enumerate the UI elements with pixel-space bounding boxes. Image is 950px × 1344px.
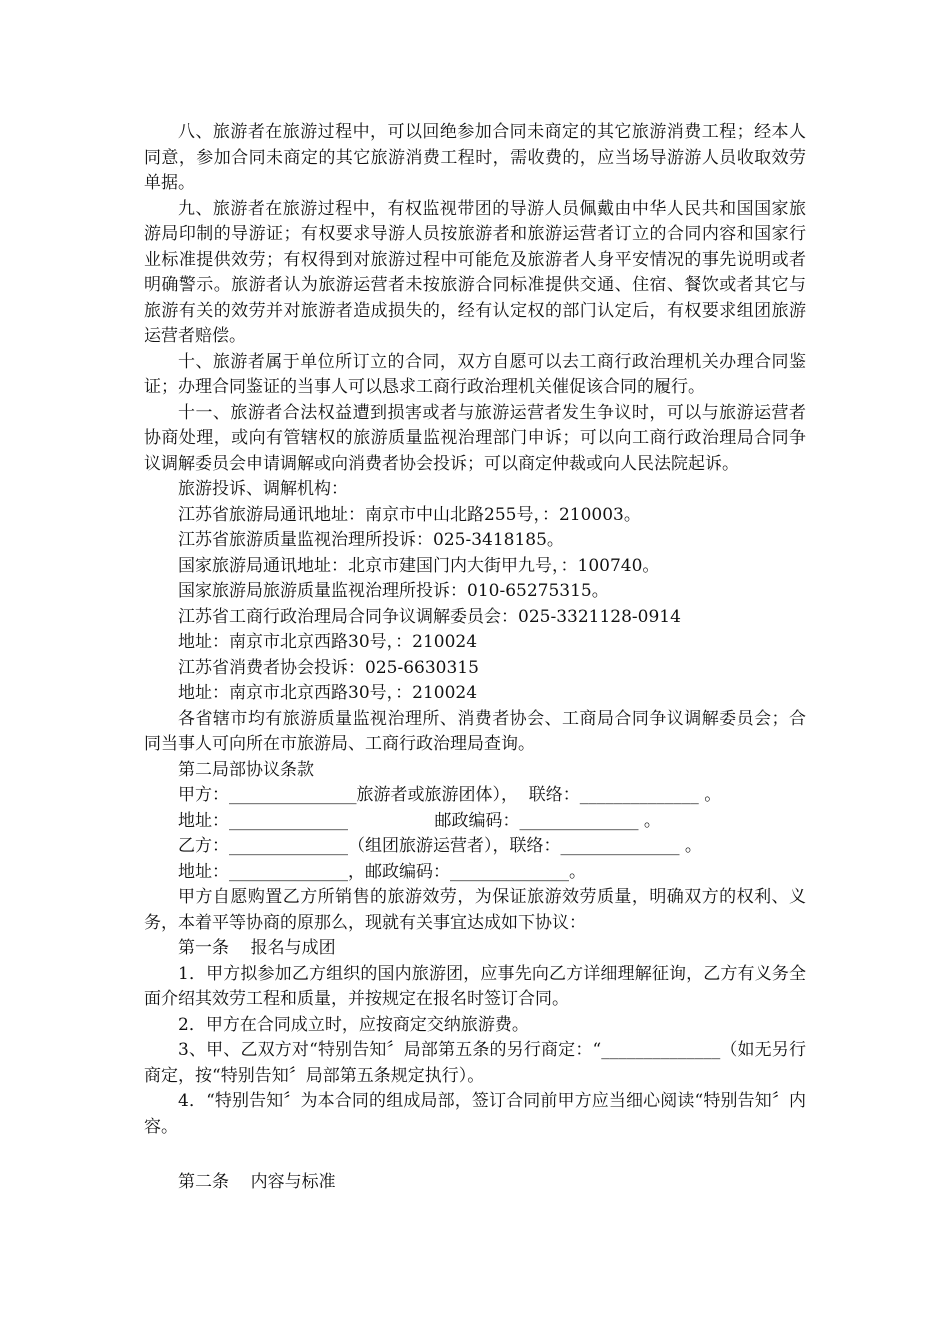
article-1-heading: 第一条 报名与成团 [178, 938, 336, 958]
jiangsu-consumer-association: 江苏省消费者协会投诉：025-6630315 [178, 657, 479, 678]
jiangsu-tourism-bureau-address: 江苏省旅游局通讯地址：南京市中山北路255号，：210003。 [178, 504, 641, 525]
article-1-item-1: 1．甲方拟参加乙方组织的国内旅游团，应事先向乙方详细理解征询，乙方有义务全面介绍其效劳工程和质量，并按规定在报名时签订合同。 [144, 963, 806, 1009]
clause-8: 八、旅游者在旅游过程中，可以回绝参加合同未商定的其它旅游消费工程；经本人同意，参加合同未商定的其它旅游消费工程时，需收费的，应当场导游游人员收取效劳单据。 [144, 122, 806, 193]
agreement-preamble: 甲方自愿购置乙方所销售的旅游效劳，为保证旅游效劳质量，明确双方的权利、义务，本着平等协商的原那么，现就有关事宜达成如下协议： [144, 887, 806, 933]
national-tourism-bureau-address: 国家旅游局通讯地址：北京市建国门内大街甲九号，：100740。 [178, 555, 660, 576]
clause-9: 九、旅游者在旅游过程中，有权监视带团的导游人员佩戴由中华人民共和国国家旅游局印制的导游证；有权要求导游人员按旅游者和旅游运营者订立的合同内容和国家行业标准提供效劳；有权得到对旅游过程中可能危及旅游者人身平安情况的事先说明或者明确警示。旅游者认为旅游运营者未按旅游合同标准提供交通、住宿、餐饮或者其它与旅游有关的效劳并对旅游者造成损失的，经有认定权的部门认定后，有权要求组团旅游运营者赔偿。 [144, 198, 806, 346]
article-1-item-3: 3、甲、乙双方对“特别告知〞局部第五条的另行商定：“______________（如无另行商定，按“特别告知〞局部第五条规定执行）。 [144, 1040, 806, 1086]
blank-line [144, 1140, 806, 1170]
municipal-agencies-note: 各省辖市均有旅游质量监视治理所、消费者协会、工商局合同争议调解委员会；合同当事人可向所在市旅游局、工商行政治理局查询。 [144, 708, 806, 754]
part-two-heading: 第二局部协议条款 [178, 759, 314, 780]
party-b-line: 乙方：______________（组团旅游运营者），联络：______________ 。 [178, 836, 702, 856]
national-quality-complaint-line: 国家旅游局旅游质量监视治理所投诉：010-65275315。 [178, 581, 609, 601]
article-1-item-4: 4．“特别告知〞为本合同的组成局部，签订合同前甲方应当细心阅读“特别告知〞内容。 [144, 1091, 806, 1137]
mediation-committee-address: 地址：南京市北京西路30号，：210024 [178, 632, 478, 652]
document-page [144, 120, 806, 1196]
complaint-agencies-heading: 旅游投诉、调解机构： [178, 479, 348, 499]
clause-10: 十、旅游者属于单位所订立的合同，双方自愿可以去工商行政治理机关办理合同鉴证；办理合同鉴证的当事人可以恳求工商行政治理机关催促该合同的履行。 [144, 351, 806, 397]
jiangsu-quality-complaint-line: 江苏省旅游质量监视治理所投诉：025-3418185。 [178, 530, 564, 550]
clause-11: 十一、旅游者合法权益遭到损害或者与旅游运营者发生争议时，可以与旅游运营者协商处理，或向有管辖权的旅游质量监视治理部门申诉；可以向工商行政治理局合同争议调解委员会申请调解或向消费者协会投诉；可以商定仲裁或向人民法院起诉。 [144, 402, 806, 474]
party-a-address-line: 地址：______________ 邮政编码：______________ 。 [178, 810, 661, 831]
article-1-item-2: 2．甲方在合同成立时，应按商定交纳旅游费。 [178, 1014, 529, 1035]
jiangsu-mediation-committee: 江苏省工商行政治理局合同争议调解委员会：025-3321128-0914 [178, 606, 681, 627]
party-b-address-line: 地址：______________，邮政编码：______________。 [178, 861, 586, 882]
party-a-line: 甲方：_______________旅游者或旅游团体）， 联络：______________ 。 [178, 785, 722, 805]
article-2-heading: 第二条 内容与标准 [178, 1172, 336, 1192]
consumer-association-address: 地址：南京市北京西路30号，：210024 [178, 683, 478, 703]
